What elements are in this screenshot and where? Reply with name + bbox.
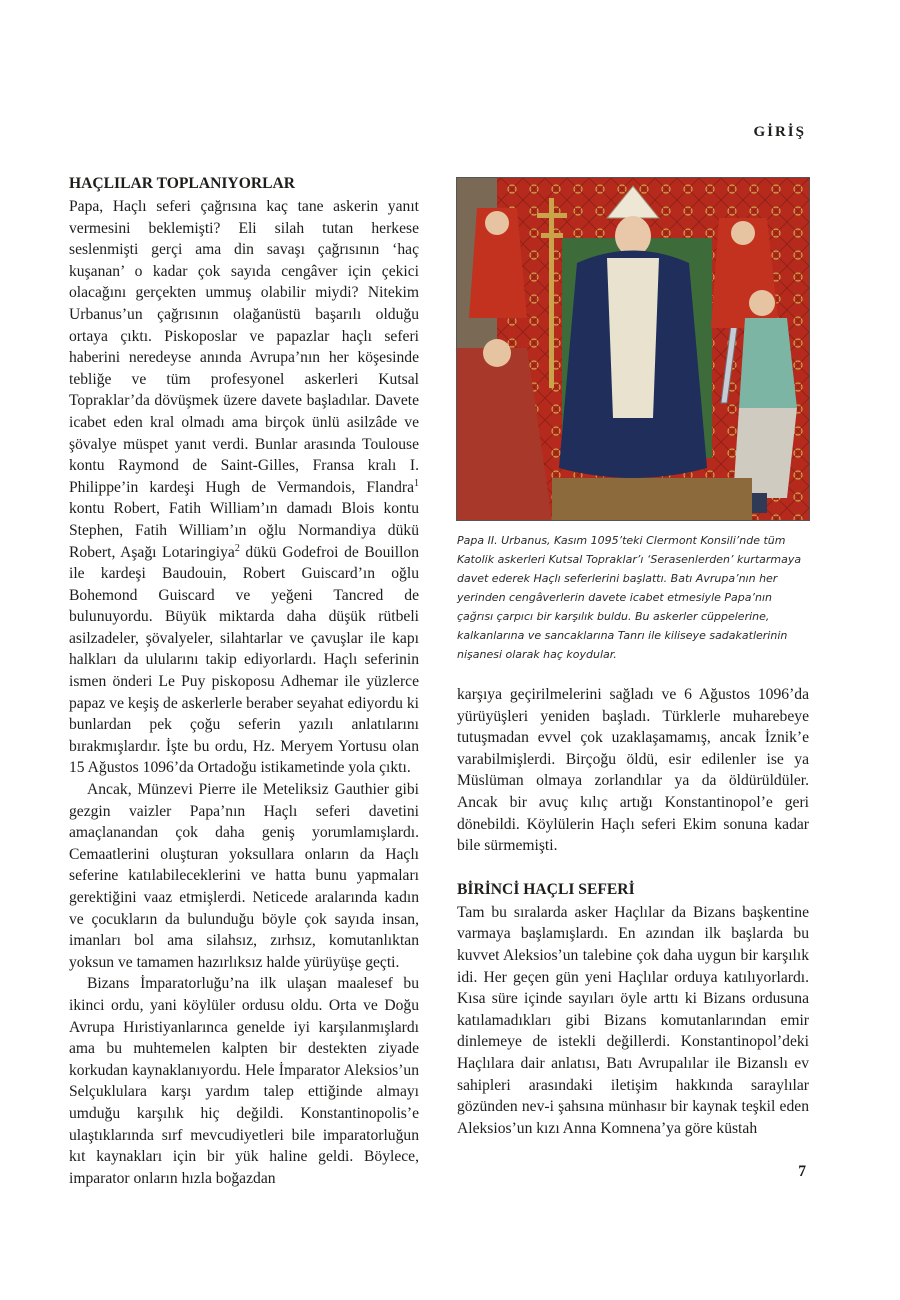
paragraph-1-text-end: dükü Godefroi de Bouillon ile kardeşi Baudouin, Robert Guiscard’ın oğlu Bohemond Guiscard ve yeğeni Tancred de bulunuyordu. Büyük miktarda daha düşük rütbeli asilzadeler, şövalyeler, silahtarlar ve çavuşlar ile kapı halkları da ulularını takip ediyorlardı. Haçlı seferinin ismen önderi Le Puy piskoposu Adhemar ile yüzlerce papaz ve keşiş de askerlerle beraber seyahat ediyordu ki bunlardan pek çoğu seferin yazılı anlatılarını bırakmışlardır. İşte bu ordu, Hz. Meryem Yortusu olan 15 Ağustos 1096’da Ortadoğu istikametinde yola çıktı. [69,543,419,777]
figure-illumination [456,177,810,521]
section-spacer [457,857,809,879]
running-head: GİRİŞ [753,124,806,140]
footnote-ref-2: 2 [234,542,240,554]
right-column [457,684,809,1139]
paragraph-1-text-cont: kontu Robert, Fatih William’ın damadı Blois kontu Stephen, Fatih William’ın oğlu Normandiya dükü Robert, Aşağı Lotaringiya [69,500,419,561]
paragraph-2: Ancak, Münzevi Pierre ile Meteliksiz Gauthier gibi gezgin vaizler Papa’nın Haçlı seferi davetini amaçlanandan çok daha geniş yorumlamışlardı. Cemaatlerini oluşturan yoksullara onların da Haçlı seferine katılabileceklerini ve hatta bunu yapmaları gerektiğini vaaz etmişlerdi. Neticede aralarında kadın ve çocukların da bulunduğu böyle çok sayıda insan, imanları bol ama silahsız, zırhsız, komutanlıktan yoksun ve tamamen hazırlıksız halde yürüyüşe geçti. [69,781,419,971]
left-column [69,173,419,1189]
paragraph-1 [69,196,419,779]
section-heading-haclilar: HAÇLILAR TOPLANIYORLAR [69,175,296,192]
page-number: 7 [798,1163,806,1180]
illumination-miniature [457,178,809,520]
paragraph-continuation: karşıya geçirilmelerini sağladı ve 6 Ağustos 1096’da yürüyüşleri yeniden başladı. Türklerle muharebeye tutuşmadan evvel çok uzaklaşamamış, ancak İznik’e varabilmişlerdi. Birçoğu öldü, esir edilenler ise ya Müslüman olmaya zorlandılar ya da öldürüldüler. Ancak bir avuç kılıç artığı Konstantinopol’e geri dönebildi. Köylülerin Haçlı seferi Ekim sonuna kadar bile sürmemişti. [457,686,809,855]
section-heading-birinci: BİRİNCİ HAÇLI SEFERİ [457,880,635,898]
paragraph-1-text: Papa, Haçlı seferi çağrısına kaç tane askerin yanıt vermesini beklemişti? Eli silah tutan herkese seslenmişti gerçi ama din savaşı çağrısının ‘haç kuşanan’ o kadar çok sayıda cengâver için çekici olacağını gerçekten ummuş olabilir miydi? Nitekim Urbanus’un çağrısının olağanüstü başarılı olduğu ortaya çıktı. Piskoposlar ve papazlar haçlı seferi haberini neredeyse anında Avrupa’nın her köşesinde tebliğe ve tüm profesyonel askerleri Kutsal Topraklar’da dövüşmek üzere davete başladılar. Davete icabet eden kral olmadı ama birçok ünlü asilzâde ve şövalye müspet yanıt verdi. Bunlar arasında Toulouse kontu Raymond de Saint-Gilles, Fransa kralı I. Philippe’in kardeşi Hugh de Vermandois, Flandra [69,198,419,496]
paragraph-birinci: Tam bu sıralarda asker Haçlılar da Bizans başkentine varmaya başlamışlardı. En azından ilk başlarda bu kuvvet Aleksios’un talebine çok daha uygun bir karşılık idi. Her geçen gün yeni Haçlılar orduya katılıyorlardı. Kısa süre içinde sayıları öyle arttı ki Bizans ordusuna katılamadıkları gibi Bizans komutanlarından emir dinlemeye de istekli değillerdi. Konstantinopol’deki Haçlılara dair anlatısı, Batı Avrupalılar ile Bizanslı ev sahipleri arasındaki iletişim hakkında saraylılar gözünden nev-i şahsına münhasır bir kaynak teşkil eden Aleksios’un kızı Anna Komnena’ya göre küstah [457,903,809,1137]
paragraph-3: Bizans İmparatorluğu’na ilk ulaşan maalesef bu ikinci ordu, yani köylüler ordusu oldu. Orta ve Doğu Avrupa Hıristiyanlarınca genelde iyi karşılanmışlardı ama bu muhtemelen kalpten bir destekten ziyade korkudan kaynaklanıyordu. Hele İmparator Aleksios’un Selçuklulara karşı yardım talep ettiğinde almayı umduğu karşılık hiç değildi. Konstantinopolis’e ulaştıklarında sırf mevcudiyetleri bile imparatorluğun kıt kaynakları için bir yük haline geldi. Böylece, imparator onların hızla boğazdan [69,975,419,1187]
footnote-ref-1: 1 [414,477,419,489]
figure-caption: Papa II. Urbanus, Kasım 1095’teki Clermont Konsili’nde tüm Katolik askerleri Kutsal Topraklar’ı ‘Serasenlerden’ kurtarmaya davet ederek Haçlı seferlerini başlattı. Batı Avrupa’nın her yerinden cengâverlerin davete icabet etmesiyle Papa’nın çağrısı çarpıcı bir karşılık buldu. Bu askerler cüppelerine, kalkanlarına ve sancaklarına Tanrı ile kiliseye sadakatlerinin nişanesi olarak haç koydular. [457,534,802,661]
